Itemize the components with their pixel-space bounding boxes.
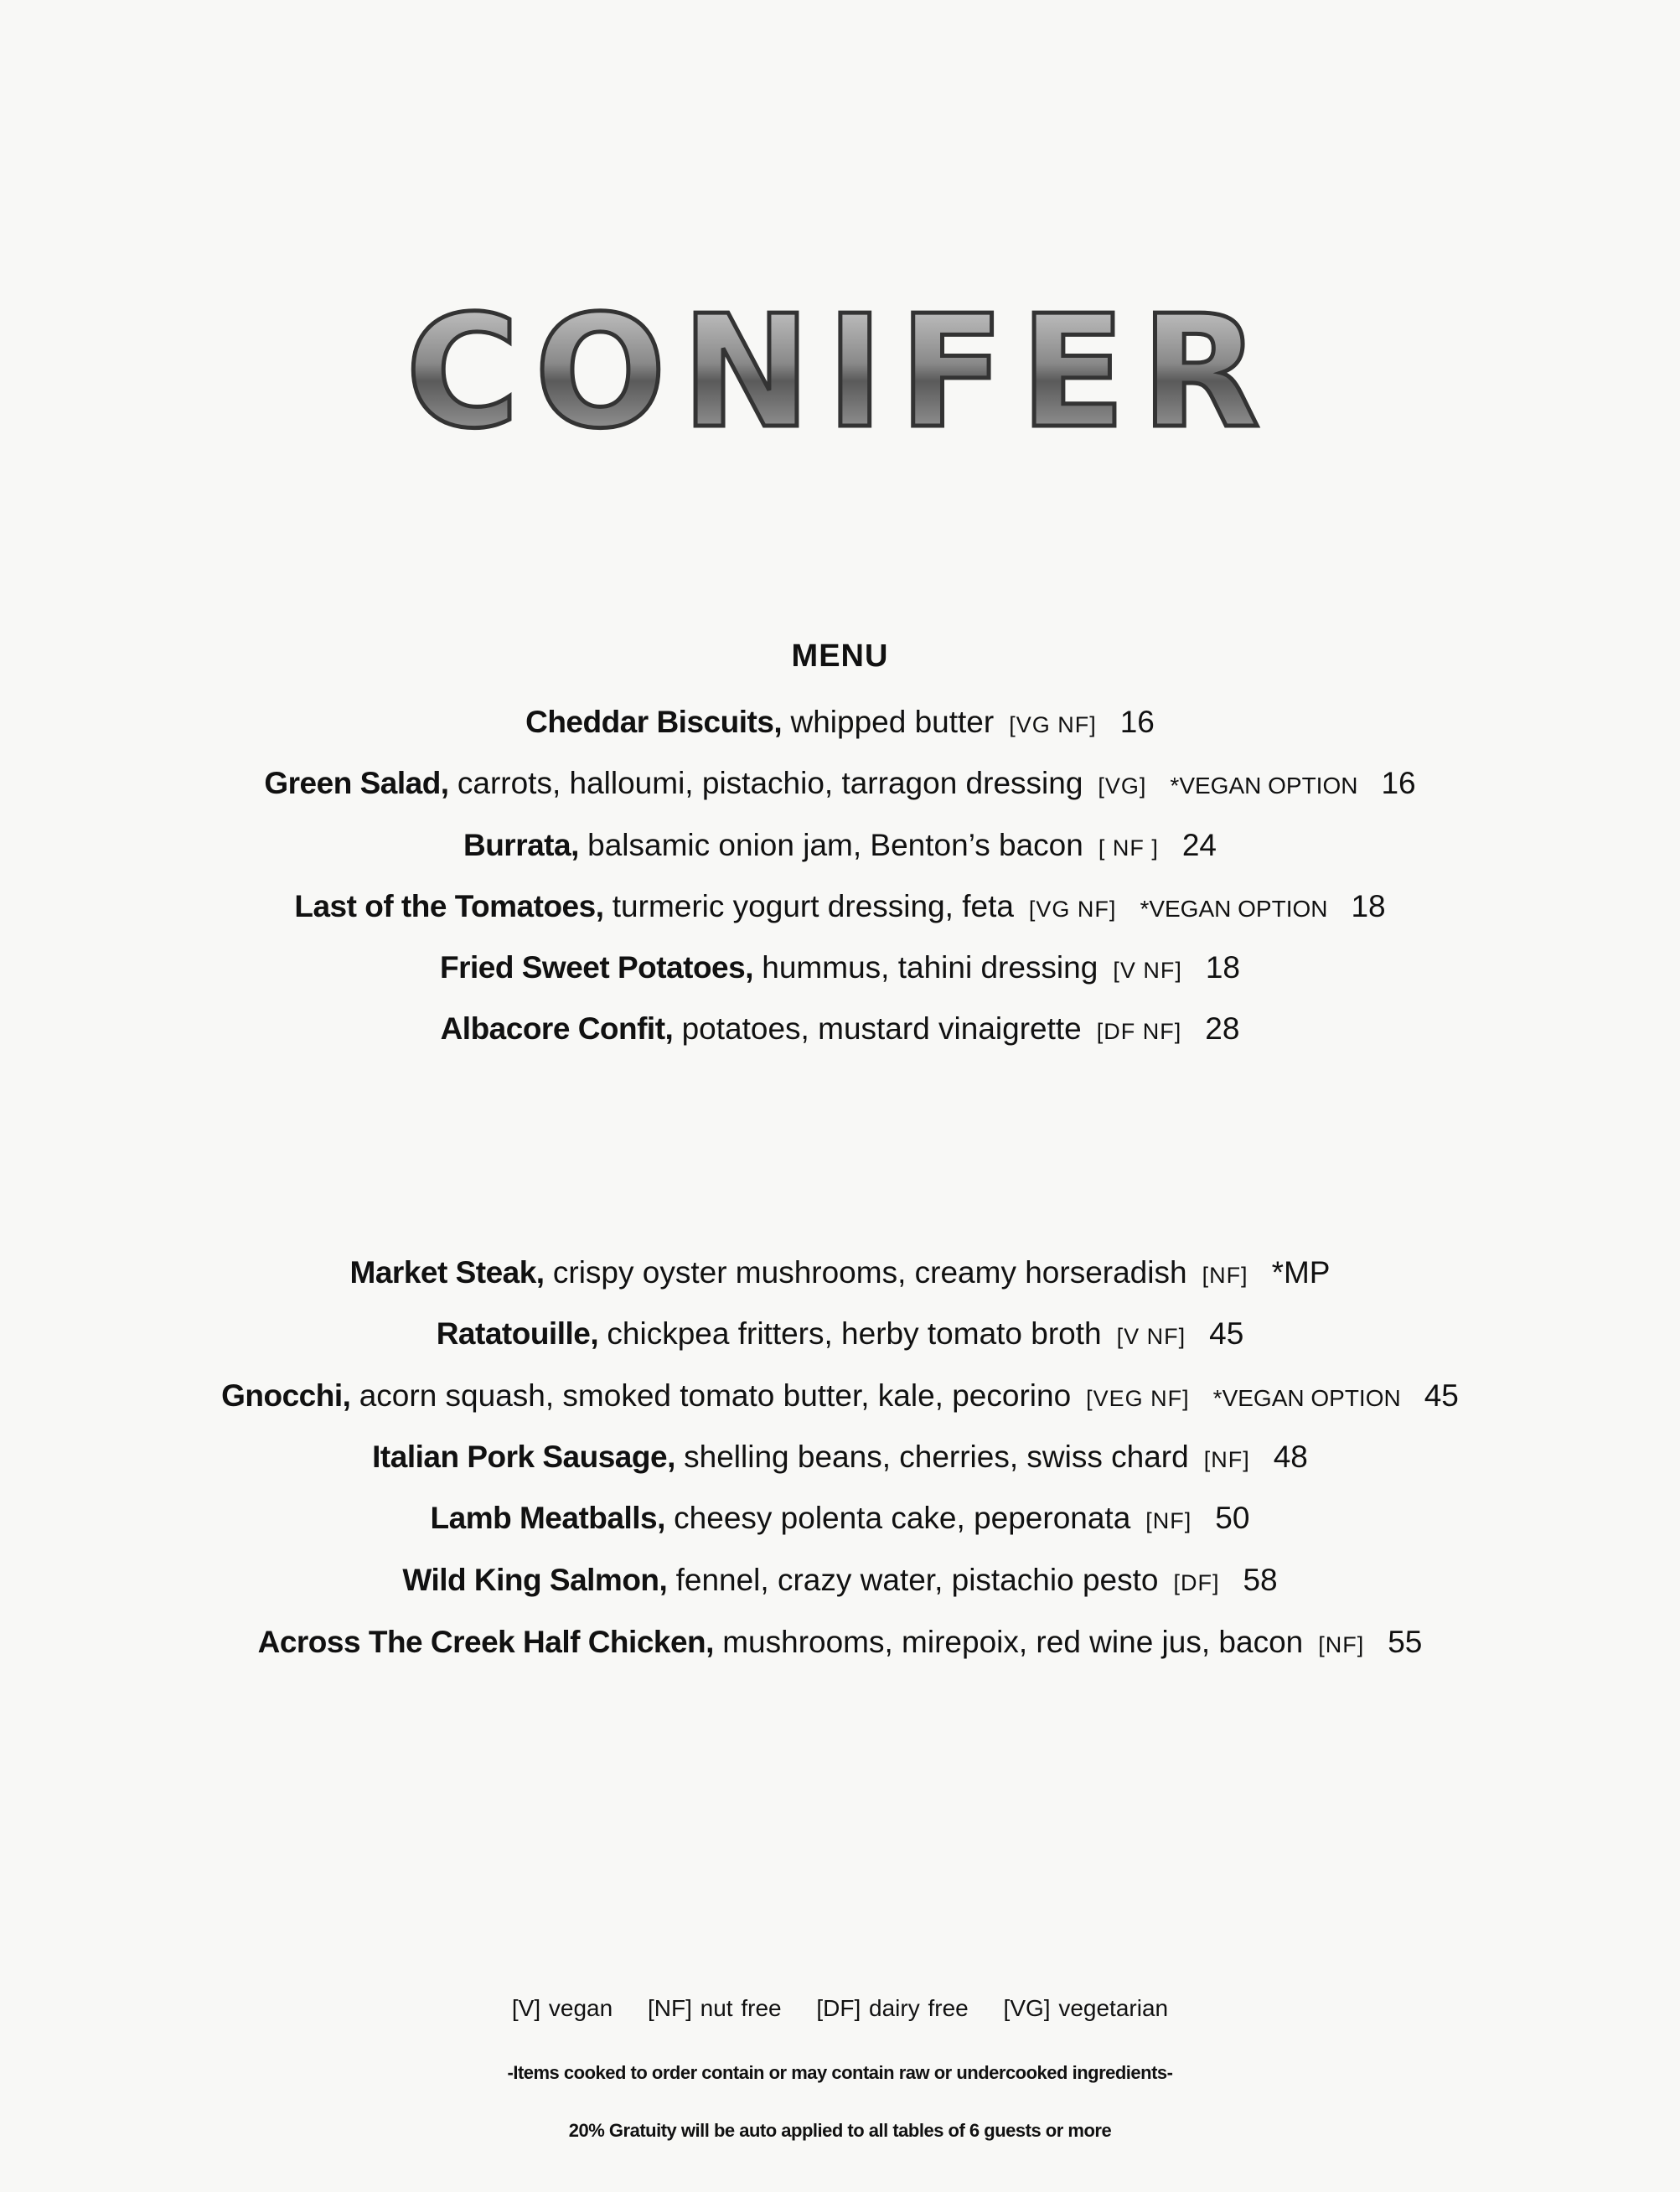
menu-item <box>0 1499 1680 1540</box>
menu-item <box>0 1377 1680 1418</box>
item-description: carrots, halloumi, pistachio, tarragon dressing <box>457 766 1083 800</box>
item-tags: [V NF] <box>1116 1324 1186 1349</box>
item-description: whipped butter <box>790 705 995 739</box>
item-description: crispy oyster mushrooms, creamy horseradish <box>552 1255 1187 1290</box>
item-price: 48 <box>1273 1440 1308 1474</box>
raw-food-warning: -Items cooked to order contain or may contain raw or undercooked ingredients- <box>507 2062 1173 2083</box>
item-vegan-option: *VEGAN OPTION <box>1140 896 1328 922</box>
item-description: cheesy polenta cake, peperonata <box>674 1501 1131 1535</box>
item-price: 45 <box>1209 1316 1244 1351</box>
item-name: Fried Sweet Potatoes, <box>440 950 753 985</box>
item-description: balsamic onion jam, Benton’s bacon <box>587 828 1083 862</box>
item-description: mushrooms, mirepoix, red wine jus, bacon <box>722 1625 1304 1659</box>
item-price: 50 <box>1215 1501 1250 1535</box>
item-name: Market Steak, <box>349 1255 545 1290</box>
item-price: 18 <box>1351 889 1386 923</box>
item-tags: [VEG NF] <box>1086 1386 1190 1411</box>
menu-item <box>0 1010 1680 1051</box>
item-description: shelling beans, cherries, swiss chard <box>684 1440 1189 1474</box>
item-tags: [ NF ] <box>1098 835 1159 861</box>
item-description: fennel, crazy water, pistachio pesto <box>675 1563 1159 1597</box>
item-tags: [VG NF] <box>1009 712 1097 737</box>
gratuity-note: 20% Gratuity will be auto applied to all tables of 6 guests or more <box>568 2120 1112 2141</box>
menu-item <box>0 1438 1680 1479</box>
menu-title: MENU <box>791 638 889 674</box>
item-tags: [DF NF] <box>1096 1019 1182 1044</box>
item-description: chickpea fritters, herby tomato broth <box>607 1316 1102 1351</box>
item-price: 55 <box>1388 1625 1423 1659</box>
item-name: Gnocchi, <box>221 1378 351 1413</box>
item-description: hummus, tahini dressing <box>762 950 1098 985</box>
item-name: Cheddar Biscuits, <box>525 705 783 739</box>
menu-item <box>0 1623 1680 1664</box>
menu-item <box>0 703 1680 744</box>
restaurant-logo <box>0 285 1680 452</box>
legend-nut-free: [NF] nut free <box>647 1995 782 2021</box>
item-description: acorn squash, smoked tomato butter, kale, pecorino <box>359 1378 1072 1413</box>
menu-item <box>0 826 1680 867</box>
item-tags: [VG NF] <box>1028 897 1117 922</box>
item-vegan-option: *VEGAN OPTION <box>1170 773 1358 799</box>
item-price: 18 <box>1205 950 1240 985</box>
item-vegan-option: *VEGAN OPTION <box>1212 1385 1401 1411</box>
item-name: Albacore Confit, <box>440 1011 674 1046</box>
item-name: Green Salad, <box>264 766 449 800</box>
item-name: Italian Pork Sausage, <box>372 1440 675 1474</box>
menu-item <box>0 949 1680 990</box>
item-tags: [V NF] <box>1113 958 1182 983</box>
item-tags: [VG] <box>1098 773 1147 799</box>
legend-vegetarian: [VG] vegetarian <box>1003 1995 1169 2021</box>
menu-item <box>0 1254 1680 1295</box>
menu-item <box>0 1315 1680 1356</box>
item-name: Wild King Salmon, <box>402 1563 668 1597</box>
item-name: Ratatouille, <box>436 1316 599 1351</box>
item-price: 16 <box>1119 705 1155 739</box>
item-price: 16 <box>1381 766 1416 800</box>
item-name: Last of the Tomatoes, <box>294 889 604 923</box>
item-price: *MP <box>1271 1255 1331 1290</box>
item-tags: [NF] <box>1145 1508 1192 1533</box>
dietary-legend <box>0 1995 1680 2022</box>
legend-dairy-free: [DF] dairy free <box>816 1995 969 2021</box>
item-price: 24 <box>1181 828 1217 862</box>
item-price: 58 <box>1243 1563 1278 1597</box>
item-tags: [NF] <box>1203 1447 1250 1472</box>
item-tags: [NF] <box>1318 1632 1365 1657</box>
item-description: potatoes, mustard vinaigrette <box>681 1011 1082 1046</box>
menu-item <box>0 887 1680 928</box>
item-price: 45 <box>1424 1378 1459 1413</box>
legend-vegan: [V] vegan <box>511 1995 613 2021</box>
item-tags: [NF] <box>1202 1263 1248 1288</box>
item-name: Across The Creek Half Chicken, <box>257 1625 714 1659</box>
logo-text: CONIFER <box>405 285 1275 452</box>
menu-item <box>0 1561 1680 1602</box>
item-description: turmeric yogurt dressing, feta <box>612 889 1014 923</box>
item-name: Lamb Meatballs, <box>430 1501 665 1535</box>
item-name: Burrata, <box>463 828 579 862</box>
item-price: 28 <box>1205 1011 1240 1046</box>
item-tags: [DF] <box>1173 1570 1220 1595</box>
menu-item <box>0 764 1680 805</box>
